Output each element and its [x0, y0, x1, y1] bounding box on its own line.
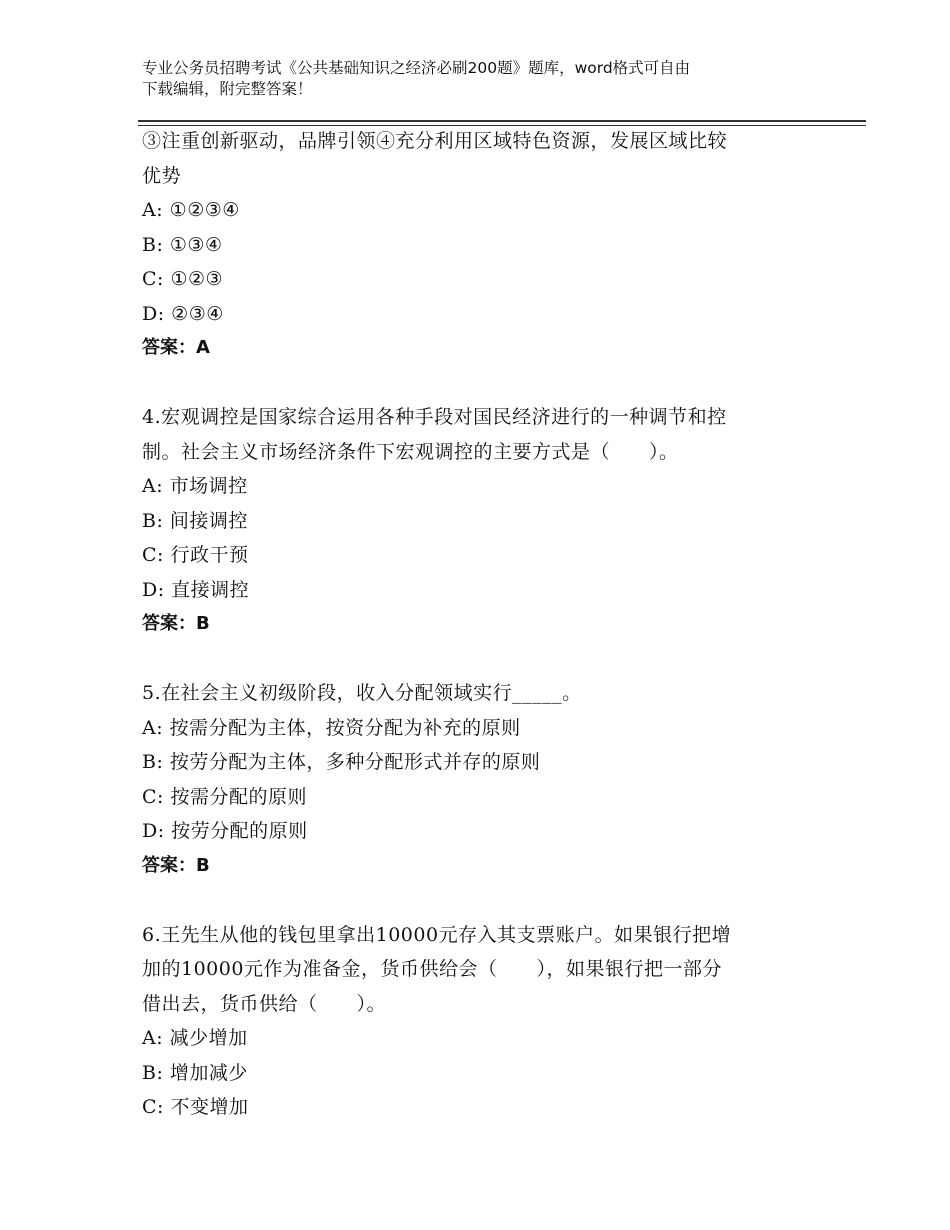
option-c: C: ①②③	[142, 268, 224, 290]
question-stem: 4.宏观调控是国家综合运用各种手段对国民经济进行的一种调节和控	[142, 406, 727, 428]
option-b: B: 间接调控	[142, 509, 248, 532]
answer: 答案：B	[142, 613, 210, 634]
option-b: B: ①③④	[142, 233, 223, 256]
question-stem: 6.王先生从他的钱包里拿出10000元存入其支票账户。如果银行把增	[142, 923, 732, 946]
question-stem: 加的10000元作为准备金，货币供给会（ ），如果银行把一部分	[142, 958, 722, 980]
header-line-2: 下载编辑，附完整答案！	[142, 80, 313, 98]
option-c: C: 不变增加	[142, 1096, 249, 1118]
option-a: A: 减少增加	[142, 1027, 248, 1049]
question-5	[142, 676, 822, 883]
option-a: A: 市场调控	[142, 475, 248, 497]
question-content	[142, 124, 822, 1125]
option-d: D: 按劳分配的原则	[142, 820, 308, 842]
question-stem: 5.在社会主义初级阶段，收入分配领域实行_____。	[142, 682, 582, 704]
option-d: D: ②③④	[142, 302, 224, 325]
spacer	[142, 642, 822, 677]
question-3	[142, 124, 822, 366]
answer: 答案：A	[142, 337, 210, 358]
spacer	[142, 883, 822, 918]
option-a: A: 按需分配为主体，按资分配为补充的原则	[142, 716, 521, 739]
question-stem: 优势	[142, 164, 182, 187]
option-c: C: 按需分配的原则	[142, 785, 307, 808]
question-stem: ③注重创新驱动，品牌引领④充分利用区域特色资源，发展区域比较	[142, 130, 728, 152]
question-stem: 制。社会主义市场经济条件下宏观调控的主要方式是（ ）。	[142, 440, 679, 463]
option-b: B: 增加减少	[142, 1061, 248, 1084]
option-d: D: 直接调控	[142, 578, 250, 601]
answer: 答案：B	[142, 854, 210, 876]
question-6	[142, 918, 822, 1125]
question-4	[142, 400, 822, 642]
header-line-1: 专业公务员招聘考试《公共基础知识之经济必刷200题》题库，word格式可自由	[142, 59, 691, 77]
option-a: A: ①②③④	[142, 199, 240, 221]
document-header	[142, 58, 812, 100]
option-c: C: 行政干预	[142, 544, 249, 566]
spacer	[142, 366, 822, 401]
question-stem: 借出去，货币供给（ ）。	[142, 992, 387, 1015]
option-b: B: 按劳分配为主体，多种分配形式并存的原则	[142, 751, 541, 773]
header-rule-thick	[138, 120, 866, 122]
